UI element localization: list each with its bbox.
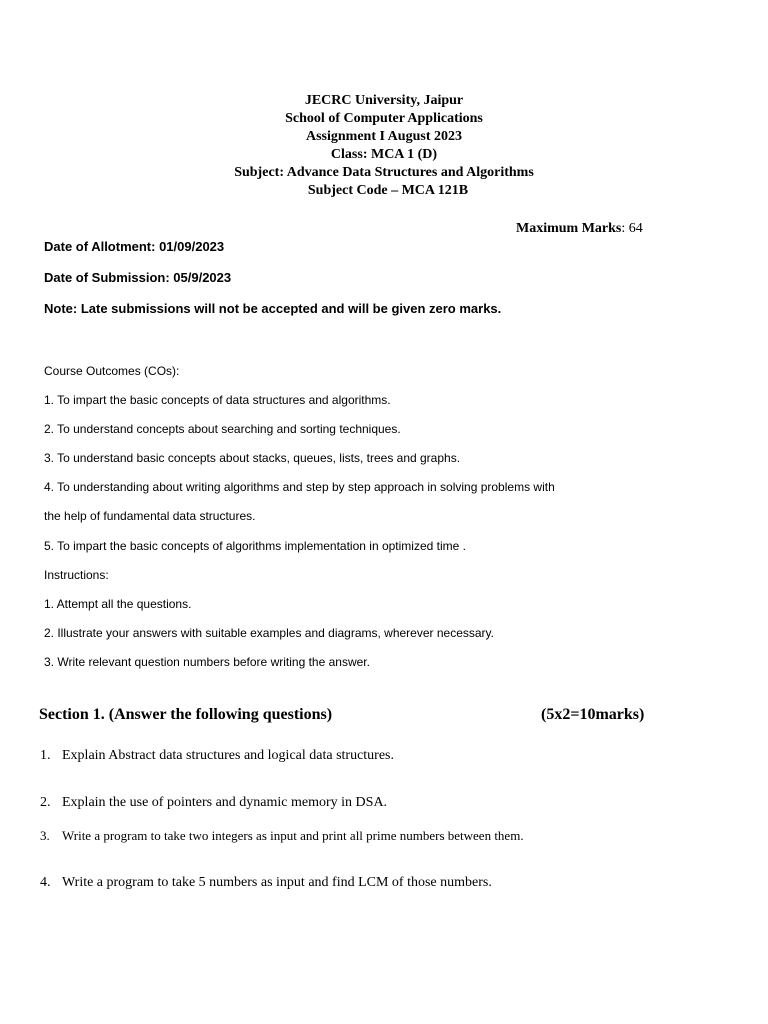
course-outcome-item-continued: the help of fundamental data structures. bbox=[44, 509, 256, 523]
assignment-title: Assignment I August 2023 bbox=[306, 129, 462, 144]
section-1-heading bbox=[39, 705, 659, 725]
question-number: 2. bbox=[40, 795, 51, 810]
maximum-marks-label: Maximum Marks bbox=[516, 221, 622, 236]
late-submission-note: Note: Late submissions will not be accepted and will be given zero marks. bbox=[44, 301, 502, 316]
course-outcome-item: 1. To impart the basic concepts of data structures and algorithms. bbox=[44, 393, 391, 407]
question-number: 3. bbox=[40, 828, 50, 843]
university-name: JECRC University, Jaipur bbox=[304, 93, 464, 108]
instruction-item: 1. Attempt all the questions. bbox=[44, 597, 192, 611]
class-name: Class: MCA 1 (D) bbox=[330, 147, 438, 162]
course-outcome-item: 2. To understand concepts about searching and sorting techniques. bbox=[44, 422, 401, 436]
course-outcomes-heading: Course Outcomes (COs): bbox=[44, 364, 180, 378]
maximum-marks-value: : 64 bbox=[621, 221, 643, 236]
question-item bbox=[40, 794, 387, 812]
instruction-item: 2. Illustrate your answers with suitable examples and diagrams, wherever necessary. bbox=[44, 626, 494, 640]
section-1-marks: (5x2=10marks) bbox=[541, 706, 645, 723]
course-outcome-item: 4. To understanding about writing algorithms and step by step approach in solving problems with bbox=[44, 480, 555, 494]
question-number: 4. bbox=[40, 875, 51, 890]
question-text: Write a program to take two integers as input and print all prime numbers between them. bbox=[62, 828, 524, 843]
question-text: Explain Abstract data structures and logical data structures. bbox=[62, 748, 395, 763]
maximum-marks bbox=[516, 220, 643, 238]
instruction-item: 3. Write relevant question numbers before writing the answer. bbox=[44, 655, 370, 669]
question-item bbox=[40, 874, 492, 892]
question-text: Explain the use of pointers and dynamic memory in DSA. bbox=[62, 795, 388, 810]
question-number: 1. bbox=[40, 748, 51, 763]
question-item bbox=[40, 747, 394, 765]
subject-name: Subject: Advance Data Structures and Algorithms bbox=[234, 165, 534, 180]
subject-code: Subject Code – MCA 121B bbox=[307, 183, 469, 198]
instructions-heading: Instructions: bbox=[44, 568, 109, 582]
document-header bbox=[0, 92, 768, 200]
date-of-submission: Date of Submission: 05/9/2023 bbox=[44, 270, 232, 285]
school-name: School of Computer Applications bbox=[285, 111, 483, 126]
course-outcome-item: 3. To understand basic concepts about stacks, queues, lists, trees and graphs. bbox=[44, 451, 461, 465]
course-outcome-item: 5. To impart the basic concepts of algorithms implementation in optimized time . bbox=[44, 539, 466, 553]
question-text: Write a program to take 5 numbers as input and find LCM of those numbers. bbox=[62, 875, 492, 890]
question-item bbox=[40, 827, 524, 845]
section-1-title: Section 1. (Answer the following questions) bbox=[39, 706, 333, 723]
date-of-allotment: Date of Allotment: 01/09/2023 bbox=[44, 239, 225, 254]
